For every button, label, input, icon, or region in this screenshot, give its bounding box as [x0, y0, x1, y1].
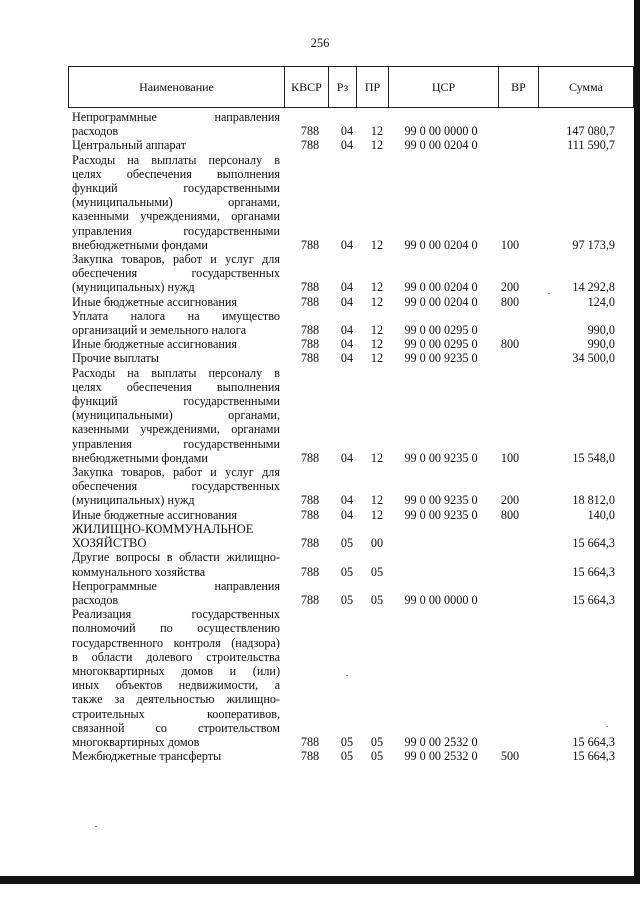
- row-name-line: внебюджетными фондами: [72, 450, 208, 465]
- table-row: [72, 138, 632, 152]
- cell-sum: 15 664,3: [572, 564, 615, 579]
- cell-rz: 05: [340, 536, 354, 551]
- header-vr: ВР: [499, 67, 539, 107]
- cell-csr: 99 0 00 0204 0: [404, 138, 478, 153]
- cell-pr: 12: [370, 337, 384, 352]
- row-name-line: иных объектов недвижимости, а: [72, 678, 280, 693]
- cell-kvsr: 788: [300, 507, 320, 522]
- cell-csr: 99 0 00 0000 0: [404, 124, 478, 139]
- scan-speck: [606, 726, 608, 727]
- row-name-line: Непрограммные направления: [72, 578, 280, 593]
- table-row: [72, 465, 632, 508]
- cell-kvsr: 788: [300, 564, 320, 579]
- cell-kvsr: 788: [300, 294, 320, 309]
- row-name-line: многоквартирных домов: [72, 734, 200, 749]
- row-name: [72, 252, 280, 295]
- scan-border-bottom: [0, 876, 640, 884]
- cell-rz: 04: [340, 280, 354, 295]
- cell-rz: 04: [340, 351, 354, 366]
- row-name-line: Иные бюджетные ассигнования: [72, 507, 238, 522]
- cell-pr: 00: [370, 536, 384, 551]
- header-sum: Сумма: [569, 80, 603, 94]
- cell-sum: 15 664,3: [572, 749, 615, 764]
- cell-rz: 05: [340, 749, 354, 764]
- row-name-line: управления государственными: [72, 223, 280, 238]
- table-row: [72, 252, 632, 295]
- cell-pr: 12: [370, 294, 384, 309]
- cell-vr: 800: [500, 294, 520, 309]
- cell-sum: 124,0: [587, 294, 615, 309]
- cell-csr: 99 0 00 9235 0: [404, 493, 478, 508]
- cell-rz: 05: [340, 592, 354, 607]
- scan-speck: [95, 826, 97, 827]
- cell-kvsr: 788: [300, 592, 320, 607]
- cell-rz: 04: [340, 294, 354, 309]
- cell-sum: 14 292,8: [572, 280, 615, 295]
- row-name-line: функций государственными: [72, 181, 280, 196]
- cell-csr: 99 0 00 0295 0: [404, 337, 478, 352]
- table-row: [72, 153, 632, 252]
- cell-pr: 12: [370, 138, 384, 153]
- cell-sum: 15 548,0: [572, 450, 615, 465]
- cell-kvsr: 788: [300, 450, 320, 465]
- cell-csr: 99 0 00 0204 0: [404, 294, 478, 309]
- row-name-line: управления государственными: [72, 436, 280, 451]
- cell-pr: 12: [370, 450, 384, 465]
- row-name-line: функций государственными: [72, 394, 280, 409]
- cell-pr: 05: [370, 749, 384, 764]
- cell-csr: 99 0 00 9235 0: [404, 507, 478, 522]
- row-name-line: (муниципальных) нужд: [72, 493, 195, 508]
- row-name: [72, 366, 280, 465]
- row-name-line: Другие вопросы в области жилищно-: [72, 550, 280, 565]
- table-row: [72, 522, 632, 550]
- cell-kvsr: 788: [300, 734, 320, 749]
- table-row: [72, 295, 632, 309]
- cell-kvsr: 788: [300, 138, 320, 153]
- row-name-line: Центральный аппарат: [72, 138, 186, 153]
- row-name-line: обеспечения государственных: [72, 266, 280, 281]
- cell-pr: 05: [370, 564, 384, 579]
- row-name: [72, 138, 280, 152]
- cell-pr: 12: [370, 493, 384, 508]
- row-name-line: строительных кооперативов,: [72, 706, 280, 721]
- cell-rz: 04: [340, 237, 354, 252]
- cell-pr: 12: [370, 280, 384, 295]
- table-row: [72, 309, 632, 337]
- header-name: Наименование: [69, 67, 285, 107]
- row-name-line: обеспечения государственных: [72, 479, 280, 494]
- row-name-line: Межбюджетные трансферты: [72, 749, 222, 764]
- cell-rz: 04: [340, 450, 354, 465]
- table-row: [72, 337, 632, 351]
- row-name: [72, 522, 280, 550]
- table-row: [72, 579, 632, 607]
- row-name-line: Непрограммные направления: [72, 110, 280, 124]
- cell-csr: 99 0 00 9235 0: [404, 351, 478, 366]
- cell-rz: 04: [340, 124, 354, 139]
- table-row: [72, 110, 632, 138]
- row-name-line: Расходы на выплаты персоналу в: [72, 365, 280, 380]
- row-name-line: многоквартирных домов и (или): [72, 663, 280, 678]
- row-name-line: Иные бюджетные ассигнования: [72, 294, 238, 309]
- cell-csr: 99 0 00 0204 0: [404, 280, 478, 295]
- table-row: [72, 508, 632, 522]
- row-name-line: (муниципальными) органами,: [72, 195, 280, 210]
- cell-sum: 990,0: [587, 323, 615, 338]
- table-body: [72, 110, 632, 763]
- header-kvsr: КВСР: [285, 67, 329, 107]
- row-name: [72, 351, 280, 365]
- header-pr: ПР: [357, 67, 389, 107]
- cell-pr: 05: [370, 592, 384, 607]
- row-name-line: полномочий по осуществлению: [72, 621, 280, 636]
- cell-csr: 99 0 00 0204 0: [404, 237, 478, 252]
- cell-csr: 99 0 00 2532 0: [404, 749, 478, 764]
- cell-kvsr: 788: [300, 493, 320, 508]
- scan-speck: [346, 675, 348, 676]
- row-name-line: Уплата налога на имущество: [72, 308, 280, 323]
- row-name-line: расходов: [72, 592, 119, 607]
- cell-vr: 200: [500, 280, 520, 295]
- row-name: [72, 295, 280, 309]
- table-row: [72, 607, 632, 749]
- row-name-line: расходов: [72, 124, 119, 139]
- cell-vr: 100: [500, 450, 520, 465]
- cell-kvsr: 788: [300, 323, 320, 338]
- cell-kvsr: 788: [300, 749, 320, 764]
- cell-sum: 15 664,3: [572, 592, 615, 607]
- cell-sum: 147 080,7: [566, 124, 615, 139]
- cell-sum: 990,0: [587, 337, 615, 352]
- table-row: [72, 366, 632, 465]
- row-name-line: организаций и земельного налога: [72, 323, 247, 338]
- cell-rz: 05: [340, 734, 354, 749]
- cell-csr: 99 0 00 0295 0: [404, 323, 478, 338]
- cell-csr: 99 0 00 2532 0: [404, 734, 478, 749]
- cell-kvsr: 788: [300, 536, 320, 551]
- row-name-line: ХОЗЯЙСТВО: [72, 536, 147, 551]
- cell-sum: 34 500,0: [572, 351, 615, 366]
- row-name-line: Реализация государственных: [72, 607, 280, 622]
- cell-pr: 12: [370, 507, 384, 522]
- header-csr: ЦСР: [389, 67, 499, 107]
- cell-kvsr: 788: [300, 280, 320, 295]
- row-name-line: ЖИЛИЩНО-КОММУНАЛЬНОЕ: [72, 521, 254, 536]
- row-name-line: государственного контроля (надзора): [72, 635, 280, 650]
- scan-border-right: [634, 0, 640, 884]
- cell-csr: 99 0 00 9235 0: [404, 450, 478, 465]
- cell-kvsr: 788: [300, 124, 320, 139]
- row-name-line: (муниципальными) органами,: [72, 408, 280, 423]
- row-name: [72, 607, 280, 749]
- cell-vr: 800: [500, 337, 520, 352]
- row-name: [72, 579, 280, 607]
- row-name-line: Иные бюджетные ассигнования: [72, 337, 238, 352]
- table-row: [72, 550, 632, 578]
- scan-speck: [548, 293, 550, 294]
- cell-pr: 12: [370, 124, 384, 139]
- row-name: [72, 749, 280, 763]
- cell-pr: 05: [370, 734, 384, 749]
- row-name: [72, 153, 280, 252]
- cell-pr: 12: [370, 323, 384, 338]
- cell-vr: 800: [500, 507, 520, 522]
- cell-rz: 04: [340, 337, 354, 352]
- cell-rz: 04: [340, 323, 354, 338]
- row-name-line: в области долевого строительства: [72, 649, 280, 664]
- cell-kvsr: 788: [300, 237, 320, 252]
- row-name-line: коммунального хозяйства: [72, 564, 206, 579]
- row-name-line: казенными учреждениями, органами: [72, 209, 280, 224]
- cell-vr: 200: [500, 493, 520, 508]
- cell-sum: 15 664,3: [572, 536, 615, 551]
- page-number: 256: [310, 36, 330, 50]
- cell-sum: 18 812,0: [572, 493, 615, 508]
- cell-csr: 99 0 00 0000 0: [404, 592, 478, 607]
- row-name-line: Закупка товаров, работ и услуг для: [72, 252, 280, 267]
- header-rz: Рз: [329, 67, 357, 107]
- table-row: [72, 749, 632, 763]
- cell-sum: 15 664,3: [572, 734, 615, 749]
- row-name: [72, 110, 280, 138]
- cell-sum: 111 590,7: [567, 138, 615, 153]
- cell-vr: 100: [500, 237, 520, 252]
- cell-rz: 04: [340, 507, 354, 522]
- cell-sum: 140,0: [587, 507, 615, 522]
- row-name-line: (муниципальных) нужд: [72, 280, 195, 295]
- cell-pr: 12: [370, 351, 384, 366]
- row-name: [72, 337, 280, 351]
- row-name-line: Закупка товаров, работ и услуг для: [72, 465, 280, 480]
- row-name-line: казенными учреждениями, органами: [72, 422, 280, 437]
- table-header: [68, 66, 634, 108]
- row-name-line: связанной со строительством: [72, 720, 280, 735]
- row-name: [72, 465, 280, 508]
- cell-rz: 04: [340, 138, 354, 153]
- row-name-line: целях обеспечения выполнения: [72, 379, 280, 394]
- row-name-line: Прочие выплаты: [72, 351, 159, 366]
- cell-kvsr: 788: [300, 337, 320, 352]
- cell-rz: 05: [340, 564, 354, 579]
- cell-pr: 12: [370, 237, 384, 252]
- row-name-line: целях обеспечения выполнения: [72, 166, 280, 181]
- table-row: [72, 351, 632, 365]
- row-name: [72, 309, 280, 337]
- row-name-line: внебюджетными фондами: [72, 237, 208, 252]
- row-name: [72, 508, 280, 522]
- row-name-line: Расходы на выплаты персоналу в: [72, 152, 280, 167]
- cell-vr: 500: [500, 749, 520, 764]
- row-name-line: также за деятельностью жилищно-: [72, 692, 280, 707]
- cell-kvsr: 788: [300, 351, 320, 366]
- cell-rz: 04: [340, 493, 354, 508]
- row-name: [72, 550, 280, 578]
- cell-sum: 97 173,9: [572, 237, 615, 252]
